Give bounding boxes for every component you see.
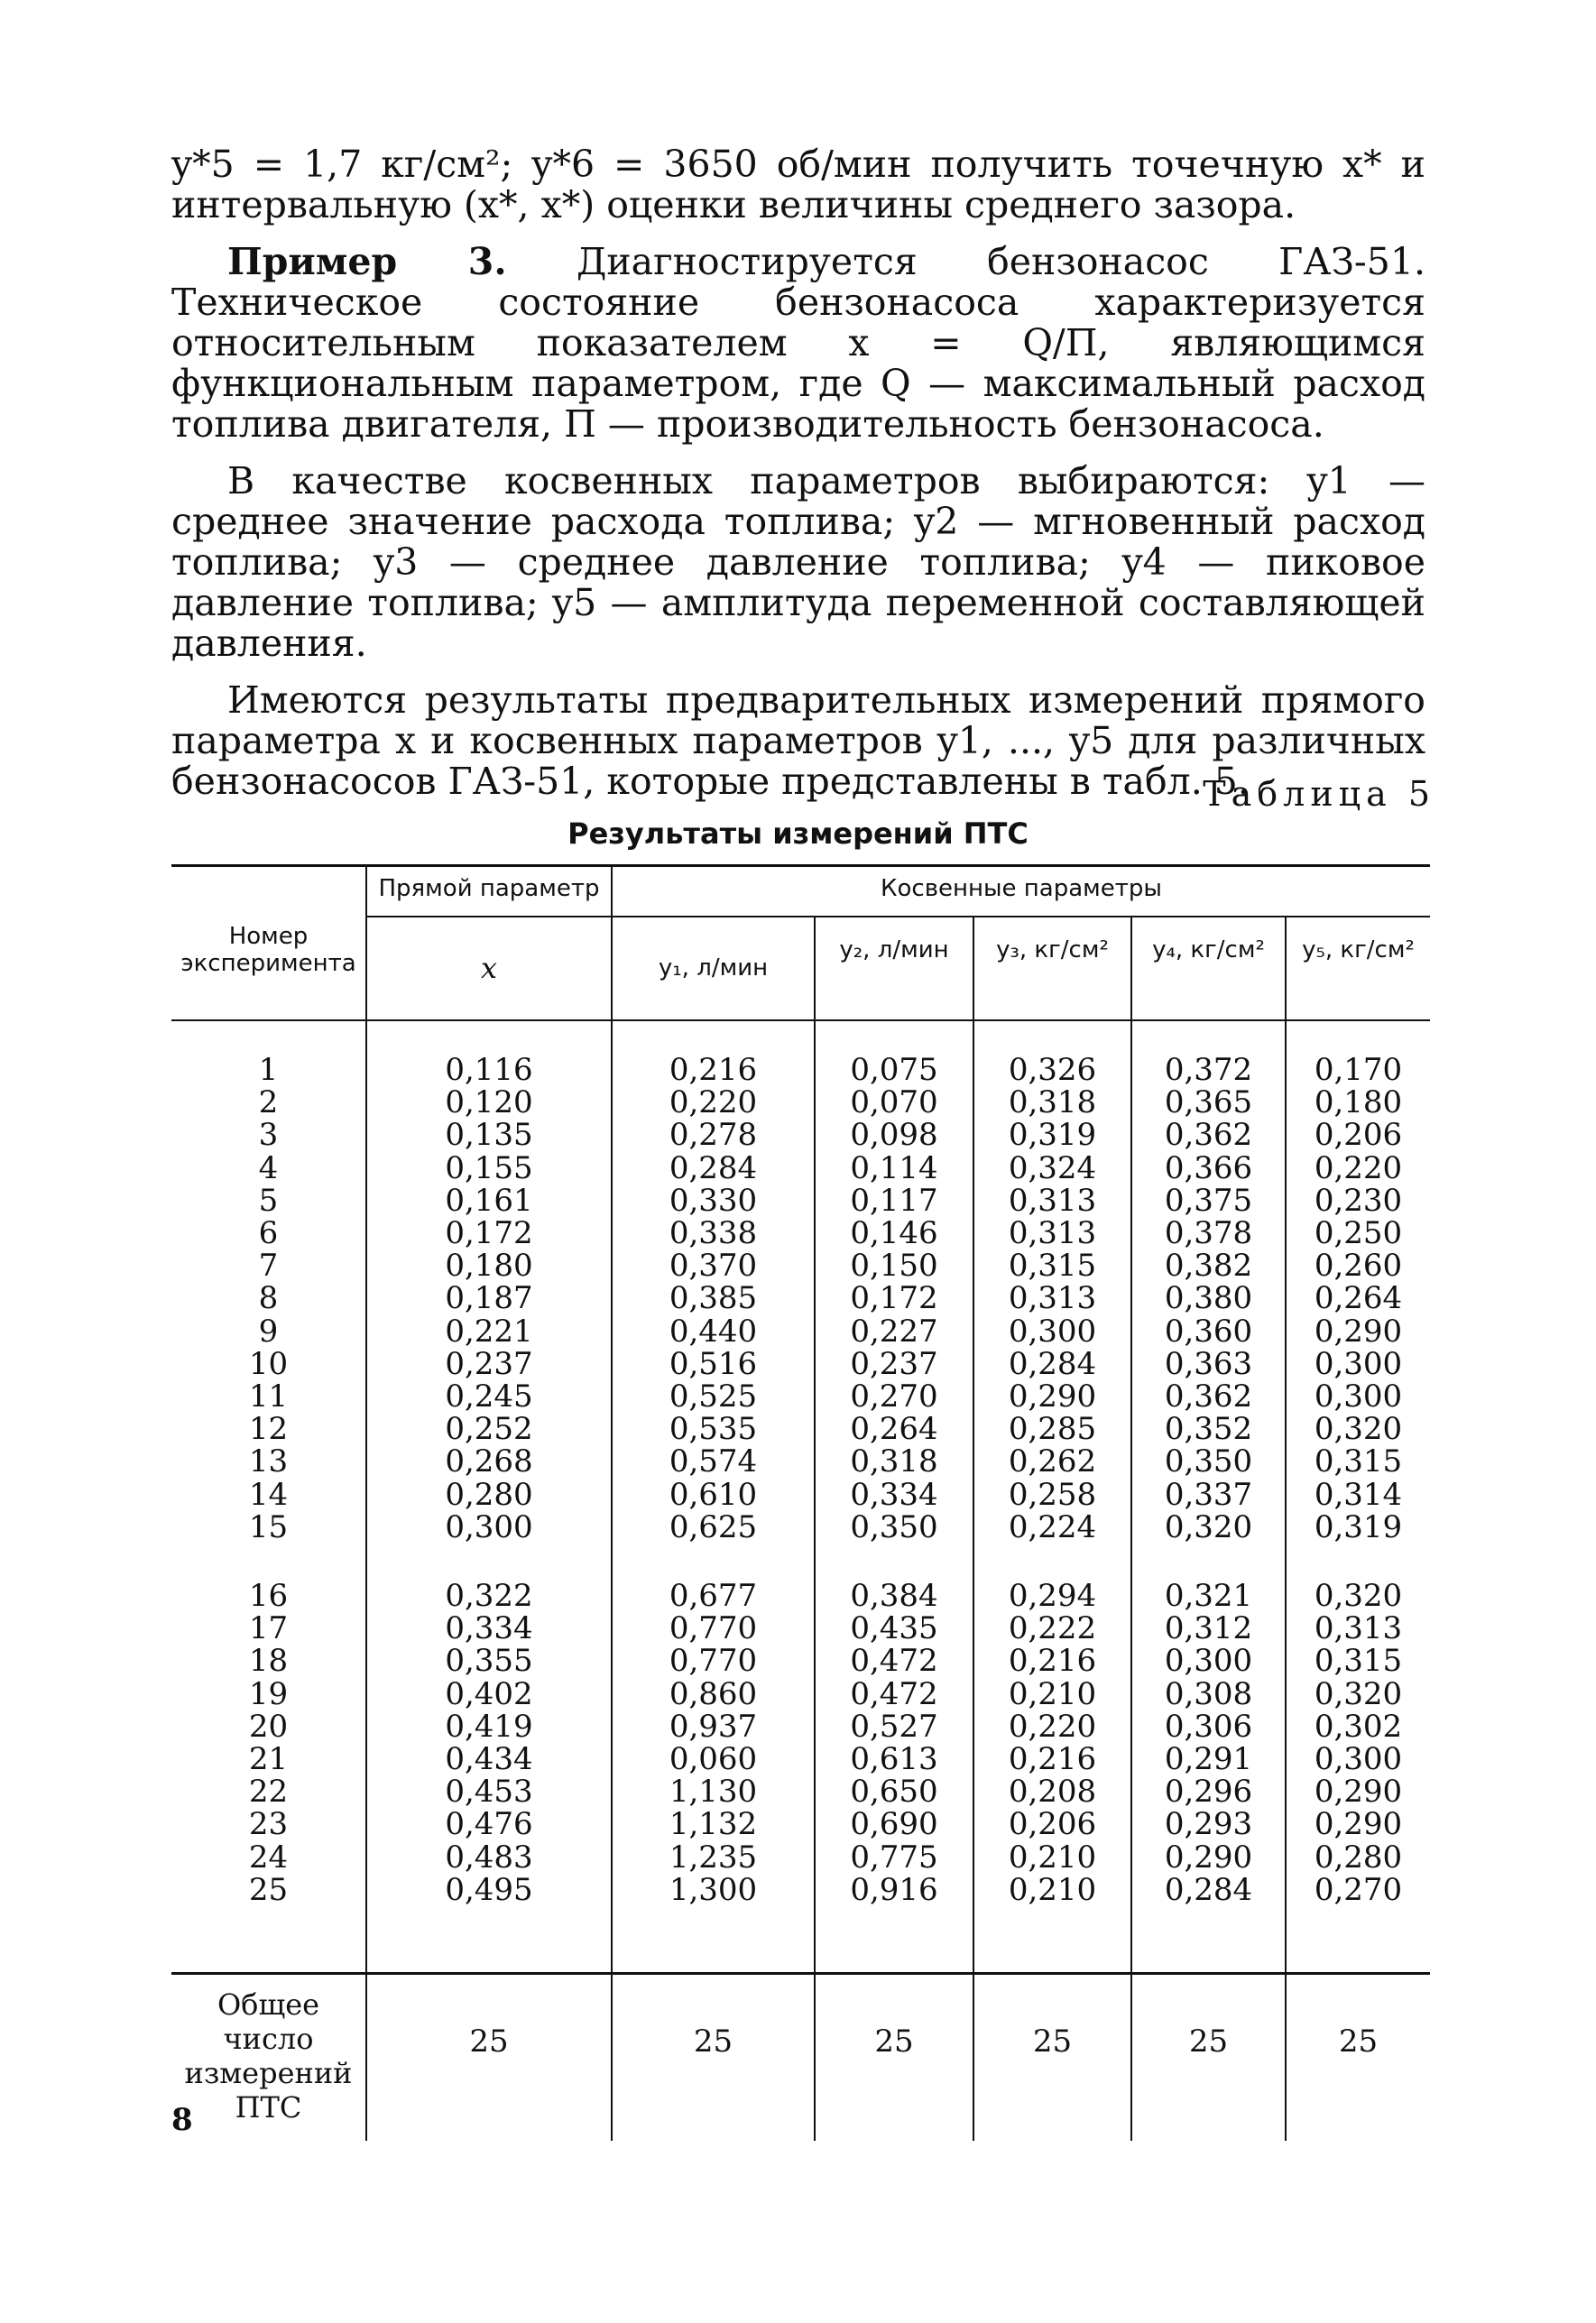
x-values-1-15: 0,116 0,120 0,135 0,155 0,161 0,172 0,180 0,187 0,221 0,237 0,245 0,252 0,268 0,280 0,300	[445, 1052, 533, 1545]
total-y2: 25	[874, 2023, 914, 2060]
y2-values-16-25: 0,384 0,435 0,472 0,472 0,527 0,613 0,650 0,690 0,775 0,916	[850, 1578, 938, 1908]
intro-paragraph: y*5 = 1,7 кг/см²; y*6 = 3650 об/мин получить точечную x* и интервальную (x*, x*) оценки величины среднего зазора.	[171, 143, 1425, 226]
body-text	[171, 144, 1425, 818]
example-paragraph	[171, 242, 1425, 445]
header-y5: y₅, кг/см²	[1302, 936, 1415, 963]
column-y5	[1287, 1054, 1430, 1906]
y5-values-16-25: 0,320 0,313 0,315 0,320 0,302 0,300 0,290 0,290 0,280 0,270	[1314, 1578, 1403, 1908]
table-caption: Таблица 5	[1203, 774, 1435, 814]
y1-values-1-15: 0,216 0,220 0,278 0,284 0,330 0,338 0,370 0,385 0,440 0,516 0,525 0,535 0,574 0,610 0,625	[669, 1052, 758, 1545]
total-y5: 25	[1338, 2023, 1379, 2060]
experiment-numbers-1-15: 1 2 3 4 5 6 7 8 9 10 11 12 13 14 15	[248, 1052, 289, 1545]
header-indirect-group: Косвенные параметры	[881, 875, 1162, 902]
table-title: Результаты измерений ПТС	[567, 816, 1029, 851]
example-text: Диагностируется бензонасос ГАЗ-51. Техническое состояние бензонасоса характеризуется относительным показателем x = Q/П, являющимся функциональным параметром, где Q — максимальный расход топлива двигателя, П — производительность бензонасоса.	[171, 240, 1425, 446]
y3-values-16-25: 0,294 0,222 0,216 0,210 0,220 0,216 0,208 0,206 0,210 0,210	[1008, 1578, 1097, 1908]
header-experiment: Номер эксперимента	[180, 923, 356, 977]
total-y3: 25	[1032, 2023, 1073, 2060]
table-top-rule	[171, 864, 1430, 867]
y3-values-1-15: 0,326 0,318 0,319 0,324 0,313 0,313 0,315 0,313 0,300 0,284 0,290 0,285 0,262 0,258 0,224	[1008, 1052, 1097, 1545]
column-y3	[974, 1054, 1130, 1906]
page-number: 8	[171, 2102, 193, 2138]
y4-values-16-25: 0,321 0,312 0,300 0,308 0,306 0,291 0,296 0,293 0,290 0,284	[1164, 1578, 1253, 1908]
indirect-params-paragraph: В качестве косвенных параметров выбираются: y1 — среднее значение расхода топлива; y2 — мгновенный расход топлива; y3 — среднее давление топлива; y4 — пиковое давление топлива; y5 — амплитуда переменной составляющей давления.	[171, 459, 1425, 665]
header-y3: y₃, кг/см²	[996, 936, 1109, 963]
total-y1: 25	[693, 2023, 733, 2060]
header-y1: y₁, л/мин	[658, 954, 769, 982]
column-experiment-number	[171, 1054, 365, 1906]
y5-values-1-15: 0,170 0,180 0,206 0,220 0,230 0,250 0,260 0,264 0,290 0,300 0,300 0,320 0,315 0,314 0,319	[1314, 1052, 1403, 1545]
header-direct-group: Прямой параметр	[378, 875, 600, 902]
column-y4	[1132, 1054, 1285, 1906]
group-header-rule	[365, 916, 1430, 917]
column-y2	[816, 1054, 973, 1906]
totals-top-rule	[171, 1972, 1430, 1975]
total-label: Общее число измерений ПТС	[184, 1987, 353, 2125]
example-label: Пример 3.	[227, 240, 507, 283]
total-x: 25	[469, 2023, 509, 2060]
x-values-16-25: 0,322 0,334 0,355 0,402 0,419 0,434 0,453 0,476 0,483 0,495	[445, 1578, 533, 1908]
column-y1	[613, 1054, 814, 1906]
y1-values-16-25: 0,677 0,770 0,770 0,860 0,937 0,060 1,130 1,132 1,235 1,300	[669, 1578, 758, 1908]
total-y4: 25	[1188, 2023, 1229, 2060]
y4-values-1-15: 0,372 0,365 0,362 0,366 0,375 0,378 0,382 0,380 0,360 0,363 0,362 0,352 0,350 0,337 0,320	[1164, 1052, 1253, 1545]
header-y2: y₂, л/мин	[839, 936, 949, 963]
column-x	[367, 1054, 611, 1906]
experiment-numbers-16-25: 16 17 18 19 20 21 22 23 24 25	[248, 1578, 289, 1908]
results-paragraph: Имеются результаты предварительных измерений прямого параметра x и косвенных параметров y1, ..., y5 для различных бензонасосов ГАЗ-51, которые представлены в табл. 5.	[171, 678, 1425, 803]
header-x: x	[480, 951, 498, 985]
column-divider	[365, 1983, 367, 2141]
header-bottom-rule	[171, 1019, 1430, 1021]
header-y4: y₄, кг/см²	[1152, 936, 1265, 963]
y2-values-1-15: 0,075 0,070 0,098 0,114 0,117 0,146 0,150 0,172 0,227 0,237 0,270 0,264 0,318 0,334 0,350	[850, 1052, 938, 1545]
